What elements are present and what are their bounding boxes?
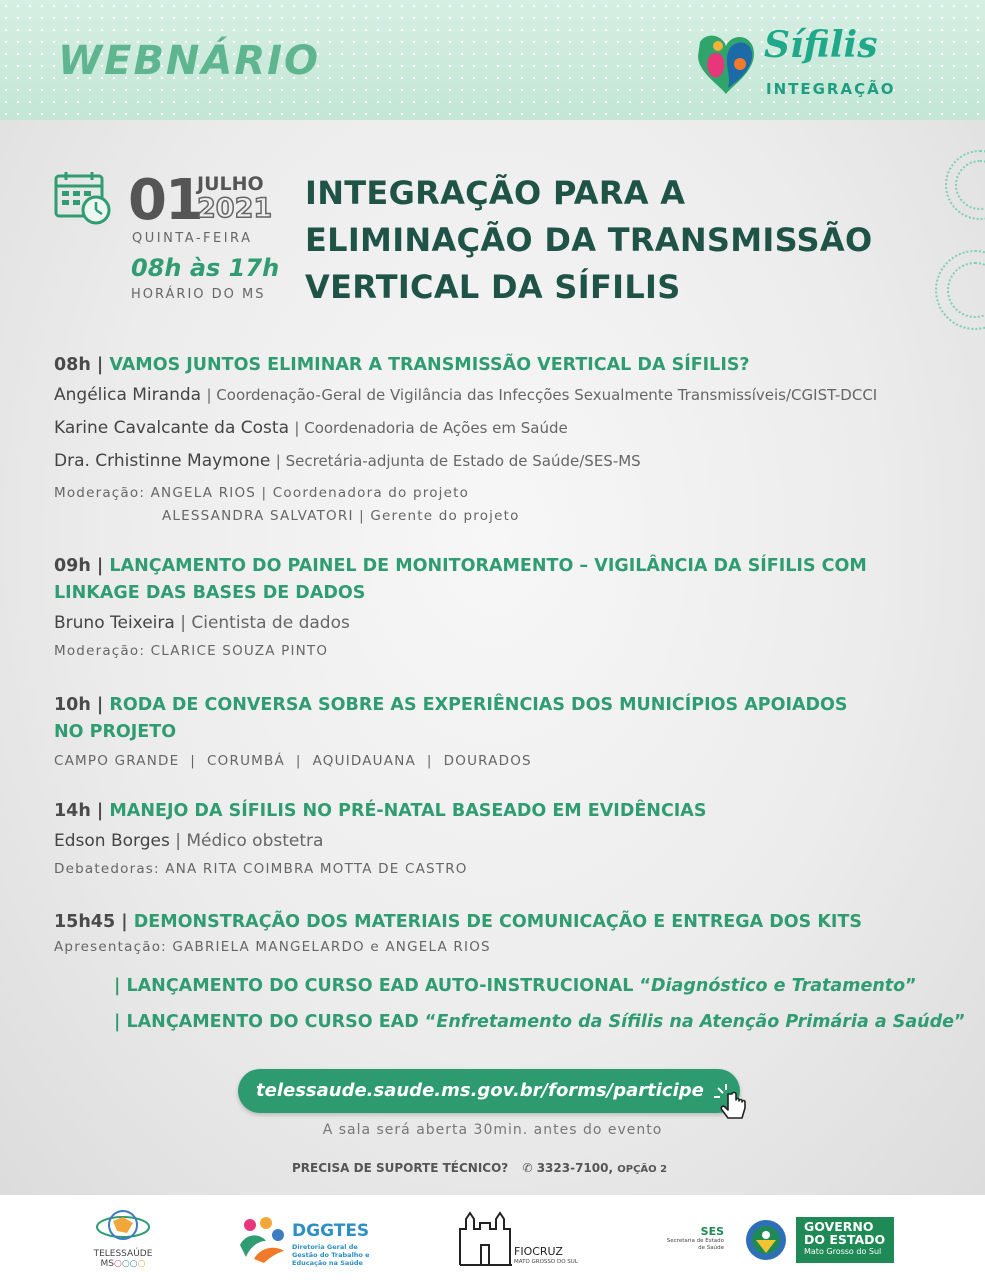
moderation: Moderação: CLARICE SOUZA PINTO xyxy=(54,643,329,659)
session-title: RODA DE CONVERSA SOBRE AS EXPERIÊNCIAS DOS MUNICÍPIOS APOIADOS xyxy=(109,695,848,715)
session-14h xyxy=(54,798,706,881)
participate-link-button[interactable]: telessaude.saude.ms.gov.br/forms/participe xyxy=(238,1069,740,1113)
moderator: ANGELA RIOS | Coordenadora do projeto xyxy=(150,485,470,501)
session-15h45 xyxy=(54,909,862,959)
dggtes-logo xyxy=(236,1215,386,1265)
support-option: OPÇÃO 2 xyxy=(617,1164,668,1175)
logo-subtitle: INTEGRAÇÃO xyxy=(766,80,896,98)
cities: CAMPO GRANDE | CORUMBÁ | AQUIDAUANA | DOURADOS xyxy=(54,753,532,769)
event-title-line: ELIMINAÇÃO DA TRANSMISSÃO xyxy=(305,221,873,259)
speaker-name: Bruno Teixeira xyxy=(54,613,175,633)
speaker-role: | Cientista de dados xyxy=(180,613,350,633)
pointer-hand-icon xyxy=(712,1082,752,1122)
event-time-note: HORÁRIO DO MS xyxy=(131,287,266,302)
session-title: LANÇAMENTO DO PAINEL DE MONITORAMENTO – VIGILÂNCIA DA SÍFILIS COM xyxy=(109,556,867,576)
dggtes-name: DGGTES xyxy=(292,1221,370,1241)
speaker-role: | Secretária-adjunta de Estado de Saúde/SES-MS xyxy=(275,452,641,470)
support-label: PRECISA DE SUPORTE TÉCNICO? xyxy=(292,1161,509,1175)
footer-logos xyxy=(0,1195,985,1280)
course-launch-2 xyxy=(114,1012,966,1032)
session-heading xyxy=(54,553,867,580)
session-09h xyxy=(54,553,867,663)
event-year: 2021 xyxy=(197,193,273,224)
session-time: 15h45 | xyxy=(54,912,128,932)
speaker xyxy=(54,412,877,445)
course-launch-1 xyxy=(114,976,917,996)
moderator: ALESSANDRA SALVATORI | Gerente do projeto xyxy=(162,508,520,524)
webinar-title: WEBNÁRIO xyxy=(58,38,321,84)
session-time: 10h | xyxy=(54,695,104,715)
launch-text: | LANÇAMENTO DO CURSO EAD AUTO-INSTRUCIONAL “ xyxy=(114,976,652,996)
event-title xyxy=(305,170,965,311)
state-coat-of-arms-icon xyxy=(742,1217,790,1263)
session-heading xyxy=(54,692,848,719)
calendar-clock-icon xyxy=(54,170,112,226)
sifilis-logo xyxy=(692,24,922,104)
session-title-cont: NO PROJETO xyxy=(54,722,177,742)
gov-line-2: DO ESTADO xyxy=(804,1232,886,1247)
session-heading xyxy=(54,352,877,379)
event-time: 08h às 17h xyxy=(131,254,280,282)
governo-ms-logo xyxy=(796,1217,894,1263)
session-title: VAMOS JUNTOS ELIMINAR A TRANSMISSÃO VERTICAL DA SÍFILIS? xyxy=(109,355,750,375)
fiocruz-logo xyxy=(458,1209,588,1269)
speaker-role: | Coordenação-Geral de Vigilância das Infecções Sexualmente Transmissíveis/CGIST-DCCI xyxy=(206,386,878,404)
logo-word: Sífilis xyxy=(764,24,878,66)
session-time: 08h | xyxy=(54,355,104,375)
fiocruz-subtitle: MATO GROSSO DO SUL xyxy=(514,1259,578,1265)
ses-name: SES xyxy=(700,1225,724,1238)
session-title: MANEJO DA SÍFILIS NO PRÉ-NATAL BASEADO EM EVIDÊNCIAS xyxy=(109,801,707,821)
room-note: A sala será aberta 30min. antes do evento xyxy=(322,1122,663,1138)
dggtes-subtitle: Diretoria Geral de Gestão do Trabalho e Educação na Saúde xyxy=(292,1243,370,1267)
course-name: Diagnóstico e Tratamento xyxy=(651,976,906,996)
session-title-cont: LINKAGE DAS BASES DE DADOS xyxy=(54,583,366,603)
ses-logo xyxy=(664,1225,724,1252)
gov-line-3: Mato Grosso do Sul xyxy=(804,1247,882,1256)
telessaude-ms: MS○○○○ xyxy=(100,1259,146,1269)
speaker xyxy=(54,607,867,640)
moderation xyxy=(54,482,877,505)
support-info xyxy=(292,1161,667,1175)
presentation: Apresentação: GABRIELA MANGELARDO e ANGELA RIOS xyxy=(54,939,491,955)
speaker xyxy=(54,379,877,412)
event-month: JULHO xyxy=(197,173,264,195)
debaters: Debatedoras: ANA RITA COIMBRA MOTTA DE CASTRO xyxy=(54,861,468,877)
event-title-line: INTEGRAÇÃO PARA A xyxy=(305,174,686,212)
session-08h xyxy=(54,352,877,528)
session-time: 09h | xyxy=(54,556,104,576)
speaker xyxy=(54,825,706,858)
speaker-role: | Coordenadoria de Ações em Saúde xyxy=(294,419,568,437)
speaker-name: Dra. Crhistinne Maymone xyxy=(54,451,271,471)
session-heading xyxy=(54,798,706,825)
fiocruz-name: FIOCRUZ xyxy=(514,1245,563,1258)
session-10h xyxy=(54,692,848,773)
event-weekday: QUINTA-FEIRA xyxy=(132,231,253,246)
speaker xyxy=(54,445,877,478)
launch-quote: ” xyxy=(905,976,917,996)
course-name: Enfretamento da Sífilis na Atenção Primária a Saúde xyxy=(436,1012,955,1032)
launch-quote: ” xyxy=(954,1012,966,1032)
moderation-label: Moderação: xyxy=(54,485,146,501)
event-day: 01 xyxy=(128,168,202,233)
telessaude-logo xyxy=(88,1207,158,1269)
moderation xyxy=(54,505,877,528)
phone-icon: ✆ xyxy=(522,1161,533,1175)
telessaude-globe-icon xyxy=(95,1207,151,1245)
event-title-line: VERTICAL DA SÍFILIS xyxy=(305,268,681,306)
dggtes-people-icon xyxy=(236,1215,288,1265)
speaker-name: Karine Cavalcante da Costa xyxy=(54,418,289,438)
ses-subtitle: Secretaria de Estado de Saúde xyxy=(666,1238,724,1251)
fiocruz-castle-icon xyxy=(458,1209,512,1267)
support-phone: 3323-7100, xyxy=(536,1161,614,1175)
session-heading xyxy=(54,909,862,936)
telessaude-ms-text: MS xyxy=(100,1259,115,1269)
header-band xyxy=(0,0,985,120)
session-title: DEMONSTRAÇÃO DOS MATERIAIS DE COMUNICAÇÃO E ENTREGA DOS KITS xyxy=(133,912,862,932)
launch-text: | LANÇAMENTO DO CURSO EAD “ xyxy=(114,1012,437,1032)
gov-line-1: GOVERNO xyxy=(804,1219,874,1234)
telessaude-name: TELESSAÚDE xyxy=(93,1249,153,1259)
speaker-name: Edson Borges xyxy=(54,831,170,851)
speaker-name: Angélica Miranda xyxy=(54,385,202,405)
heart-map-icon xyxy=(692,28,762,100)
speaker-role: | Médico obstetra xyxy=(175,831,324,851)
session-time: 14h | xyxy=(54,801,104,821)
